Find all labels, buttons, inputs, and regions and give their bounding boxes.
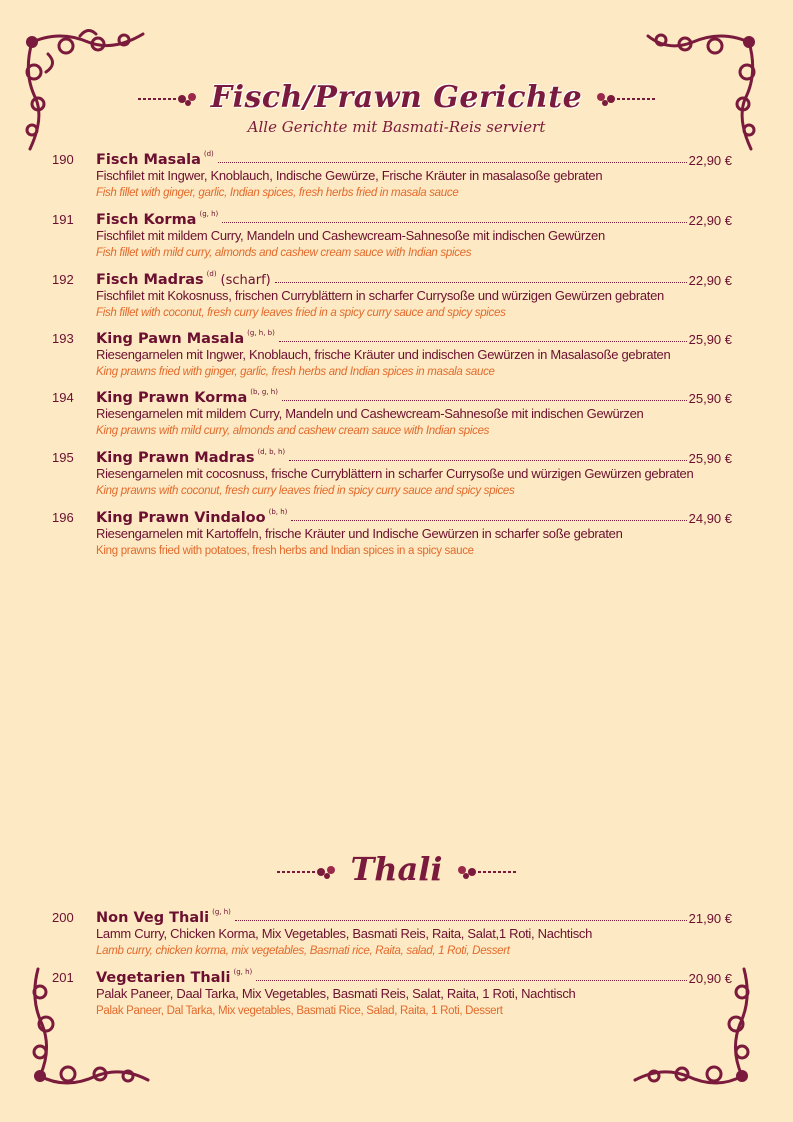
leader-dots: [279, 341, 687, 342]
item-price: 22,90 €: [688, 213, 732, 228]
item-description-en: King prawns with mild curry, almonds and cashew cream sauce with Indian spices: [96, 425, 490, 437]
item-name: King Prawn Madras $^{(d, b, h)}$: [96, 448, 286, 466]
item-number: 194: [52, 390, 74, 405]
leader-dots: [282, 400, 687, 401]
leader-dots: [256, 980, 686, 981]
item-description-de: Riesengarnelen mit Kartoffeln, frische Kräuter und Indische Gewürzen in scharfer soße gebraten: [96, 526, 623, 541]
title-flourish-right-icon: [593, 90, 657, 108]
item-description-en: King prawns fried with ginger, garlic, fresh herbs and Indian spices in masala sauce: [96, 366, 495, 378]
item-number: 201: [52, 970, 74, 985]
leader-dots: [291, 520, 686, 521]
item-description-en: Fish fillet with coconut, fresh curry leaves fried in a spicy curry sauce and spicy spices: [96, 307, 506, 319]
item-description-de: Palak Paneer, Daal Tarka, Mix Vegetables, Basmati Reis, Salat, Raita, 1 Roti, Nachtisch: [96, 986, 576, 1001]
item-description-de: Lamm Curry, Chicken Korma, Mix Vegetables, Basmati Reis, Raita, Salat,1 Roti, Nachtisch: [96, 926, 593, 941]
item-description-de: Riesengarnelen mit mildem Curry, Mandeln und Cashewcream-Sahnesoße mit indischen Gewürzen: [96, 406, 644, 421]
section-title-fish: [0, 80, 793, 115]
item-allergens: (d): [203, 150, 214, 158]
item-name: Fisch Korma $^{(g, h)}$: [96, 210, 219, 228]
item-price: 21,90 €: [688, 911, 732, 926]
item-name: Fisch Madras $^{(d)}$: [96, 270, 217, 288]
section-title-thali: [0, 850, 793, 888]
item-description-de: Riesengarnelen mit cocosnuss, frische Curryblättern in scharfer Currysoße und würzigen Gewürzen gebraten: [96, 466, 694, 481]
item-number: 193: [52, 331, 74, 346]
item-price: 20,90 €: [688, 971, 732, 986]
item-price: 24,90 €: [688, 511, 732, 526]
item-number: 200: [52, 910, 74, 925]
section-subtitle: Alle Gerichte mit Basmati-Reis serviert: [247, 118, 546, 136]
item-name: King Pawn Masala $^{(g, h, b)}$: [96, 329, 275, 347]
item-allergens: (g, h, b): [247, 329, 275, 337]
item-description-de: Riesengarnelen mit Ingwer, Knoblauch, frische Kräuter und indischen Gewürzen in Masalasoße gebraten: [96, 347, 671, 362]
item-price: 25,90 €: [688, 391, 732, 406]
item-price: 22,90 €: [688, 273, 732, 288]
leader-dots: [235, 920, 687, 921]
item-name: King Prawn Korma $^{(b, g, h)}$: [96, 388, 278, 406]
item-allergens: (g, h): [233, 968, 253, 976]
item-name: Non Veg Thali $^{(g, h)}$: [96, 908, 231, 926]
item-description-en: King prawns fried with potatoes, fresh herbs and Indian spices in a spicy sauce: [96, 545, 474, 557]
item-allergens: (g, h): [212, 908, 231, 916]
item-allergens: (d, b, h): [257, 448, 286, 456]
item-number: 192: [52, 272, 74, 287]
item-description-en: Fish fillet with ginger, garlic, Indian spices, fresh herbs fried in masala sauce: [96, 187, 459, 199]
item-description-en: Lamb curry, chicken korma, mix vegetables, Basmati rice, Raita, salad, 1 Roti, Dessert: [96, 945, 510, 957]
item-description-en: King prawns with coconut, fresh curry leaves fried in spicy curry sauce and spicy spices: [96, 485, 515, 497]
item-name: Vegetarien Thali $^{(g, h)}$: [96, 968, 253, 986]
title-flourish-left-icon: [136, 90, 200, 108]
item-price: 22,90 €: [688, 153, 732, 168]
item-allergens: (d): [206, 270, 217, 278]
item-spice-note: (scharf): [220, 273, 271, 288]
item-description-de: Fischfilet mit Kokosnuss, frischen Curryblättern in scharfer Currysoße und würzigen Gewürzen gebraten: [96, 288, 664, 303]
item-number: 191: [52, 212, 74, 227]
item-description-de: Fischfilet mit Ingwer, Knoblauch, Indische Gewürze, Frische Kräuter in masalasoße gebraten: [96, 168, 603, 183]
item-name: Fisch Masala $^{(d)}$: [96, 150, 214, 168]
leader-dots: [218, 162, 687, 163]
leader-dots: [222, 222, 686, 223]
item-price: 25,90 €: [688, 332, 732, 347]
title-flourish-left-icon: [275, 863, 339, 881]
item-description-en: Fish fillet with mild curry, almonds and cashew cream sauce with Indian spices: [96, 247, 472, 259]
item-description-en: Palak Paneer, Dal Tarka, Mix vegetables, Basmati Rice, Salad, Raita, 1 Roti, Dessert: [96, 1005, 503, 1017]
leader-dots: [275, 282, 687, 283]
item-number: 196: [52, 510, 74, 525]
leader-dots: [289, 460, 686, 461]
item-number: 195: [52, 450, 74, 465]
item-allergens: (g, h): [199, 210, 219, 218]
item-description-de: Fischfilet mit mildem Curry, Mandeln und Cashewcream-Sahnesoße mit indischen Gewürzen: [96, 228, 605, 243]
item-price: 25,90 €: [688, 451, 732, 466]
section-title-text: Thali: [350, 850, 443, 888]
item-name: King Prawn Vindaloo $^{(b, h)}$: [96, 508, 288, 526]
section-title-text: Fisch/Prawn Gerichte: [210, 80, 583, 115]
title-flourish-right-icon: [454, 863, 518, 881]
item-allergens: (b, g, h): [250, 388, 278, 396]
item-allergens: (b, h): [268, 508, 288, 516]
item-number: 190: [52, 152, 74, 167]
